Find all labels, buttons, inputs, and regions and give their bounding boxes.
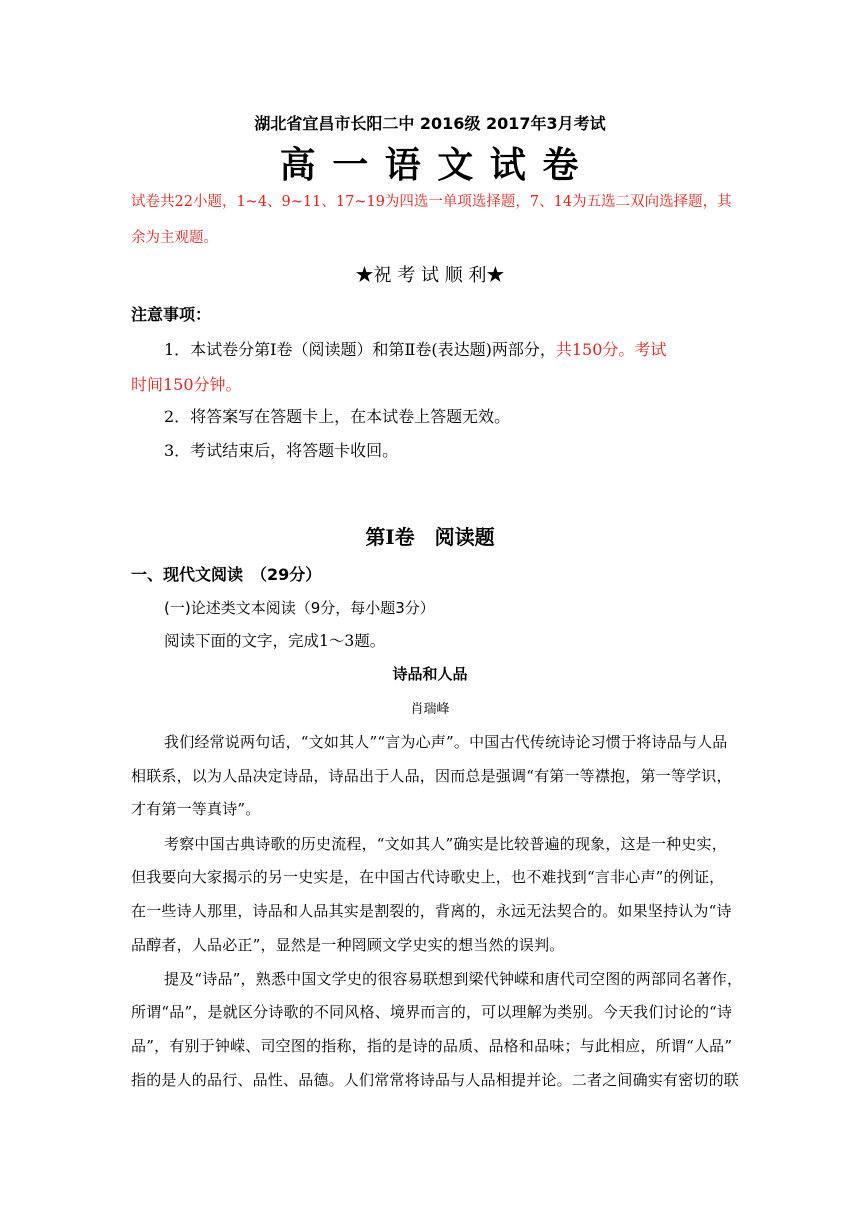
notice-item-1-text: 1．本试卷分第Ⅰ卷（阅读题）和第Ⅱ卷(表达题)两部分， bbox=[164, 340, 556, 359]
article-title: 诗品和人品 bbox=[392, 665, 468, 683]
blessing-text: ★祝 考 试 顺 利★ bbox=[355, 265, 505, 286]
article-line: 相联系，以为人品决定诗品，诗品出于人品，因而总是强调“有第一等襟抱，第一等学识， bbox=[131, 767, 732, 785]
reading-instruction: 阅读下面的文字，完成1～3题。 bbox=[164, 632, 386, 650]
article-line: 所谓“品”，是就区分诗歌的不同风格、境界而言的，可以理解为类别。今天我们讨论的“诗 bbox=[131, 1003, 733, 1021]
notice-heading: 注意事项： bbox=[131, 305, 212, 324]
article-line: 指的是人的品行、品性、品德。人们常常将诗品与人品相提并论。二者之间确实有密切的联 bbox=[131, 1071, 740, 1089]
article-line: 考察中国古典诗歌的历史流程，“文如其人”确实是比较普遍的现象，这是一种史实， bbox=[164, 835, 727, 853]
notice-item-3: 3．考试结束后，将答题卡收回。 bbox=[164, 441, 399, 460]
section-heading: 一、现代文阅读 （29分） bbox=[131, 565, 322, 584]
exam-title: 高 一 语 文 试 卷 bbox=[279, 144, 581, 186]
notice-item-2: 2．将答案写在答题卡上，在本试卷上答题无效。 bbox=[164, 407, 511, 426]
article-line: 品”，有别于钟嵘、司空图的指称，指的是诗的品质、品格和品味；与此相应，所谓“人品” bbox=[131, 1037, 733, 1055]
notice-item-1-time: 时间150分钟。 bbox=[131, 375, 242, 394]
part1-title: 第Ⅰ卷 阅读题 bbox=[365, 525, 495, 549]
article-line: 在一些诗人那里，诗品和人品其实是割裂的，背离的，永远无法契合的。如果坚持认为“诗 bbox=[131, 902, 732, 920]
school-header: 湖北省宜昌市长阳二中 2016级 2017年3月考试 bbox=[254, 114, 606, 133]
notice-item-1-score: 共150分。考试 bbox=[555, 340, 667, 359]
article-line: 提及“诗品”，熟悉中国文学史的很容易联想到梁代钟嵘和唐代司空图的两部同名著作， bbox=[164, 970, 743, 988]
article-line: 品醇者，人品必正”，显然是一种罔顾文学史实的想当然的误判。 bbox=[131, 936, 565, 954]
intro-line-2: 余为主观题。 bbox=[131, 230, 218, 246]
article-author: 肖瑞峰 bbox=[410, 702, 450, 717]
notice-item-1 bbox=[164, 337, 666, 360]
article-line: 但我要向大家揭示的另一史实是，在中国古代诗歌史上，也不难找到“言非心声”的例证， bbox=[131, 868, 725, 886]
article-line: 我们经常说两句话，“文如其人”“言为心声”。中国古代传统诗论习惯于将诗品与人品 bbox=[164, 733, 728, 751]
intro-line-1: 试卷共22小题，1~4、9~11、17~19为四选一单项选择题，7、14为五选二双向选择题，其 bbox=[131, 194, 732, 210]
article-line: 才有第一等真诗”。 bbox=[131, 800, 261, 818]
subsection-heading: (一)论述类文本阅读（9分，每小题3分） bbox=[164, 599, 435, 617]
